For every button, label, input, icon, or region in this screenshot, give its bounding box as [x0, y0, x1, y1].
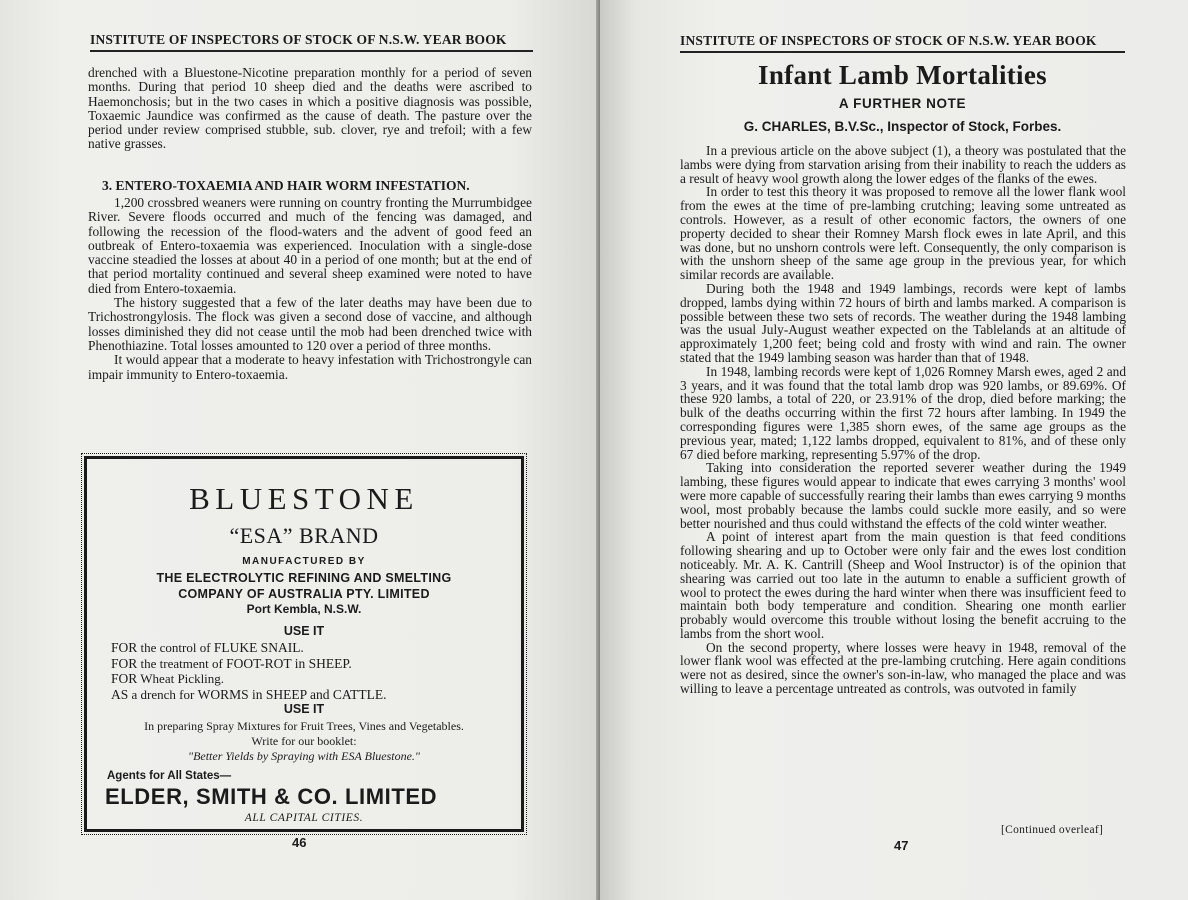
paragraph: 1,200 crossbred weaners were running on country fronting the Murrumbidgee River. Severe floods occurred and much of the fencing was damaged, and following the recession of the flood-waters and the advent of good feed an outbreak of Entero-toxaemia was experienced. Inoculation with a single-dose vaccine steadied the losses at about 40 in a period of one month; but at the end of that period mortality continued and several sheep examined were noted to have died from Entero-toxaemia. [88, 195, 532, 296]
paragraph: It would appear that a moderate to heavy infestation with Trichostrongyle can impair immunity to Entero-toxaemia. [88, 352, 532, 382]
ad-company-line-1: THE ELECTROLYTIC REFINING AND SMELTING [156, 571, 452, 585]
ad-use-it-heading: USE IT [283, 624, 325, 638]
ad-location: Port Kembla, N.S.W. [246, 602, 362, 616]
paragraph: Taking into consideration the reported severer weather during the 1949 lambing, these figures would appear to indicate that ewes carrying 3 months' wool were more capable of successfully rearing their lambs than ewes carrying 9 months wool, most probably because the lambs could suckle more easily, and so were better nourished and thus could withstand the effects of the cold winter weather. [680, 460, 1126, 531]
paragraph: In 1948, lambing records were kept of 1,026 Romney Marsh ewes, aged 2 and 3 years, and it was found that the total lamb drop was 920 lambs, or 89.69%. Of these 920 lambs, a total of 220, or 23.91% of the drop, died before marking; the bulk of the deaths occurring within the first 72 hours after lambing. In 1949 the corresponding figures were 1,385 shorn ewes, of the same age groups as the previous year, mated; 1,122 lambs dropped, equivalent to 81%, and of these only 67 died before marking, representing 5.97% of the drop. [680, 363, 1126, 462]
right-page [600, 0, 1188, 900]
article-subtitle: A FURTHER NOTE [838, 96, 967, 111]
paragraph: The history suggested that a few of the later deaths may have been due to Trichostrongylosis. The flock was given a second dose of vaccine, and although losses diminished they did not cease until the mob had been drenched twice with Phenothiazine. Total losses amounted to 120 over a period of three months. [88, 295, 532, 353]
paragraph: During both the 1948 and 1949 lambings, records were kept of lambs dropped, lambs dying within 72 hours of birth and lambs marked. A comparison is possible between these two sets of records. The weather during the 1948 lambing was the usual July-August weather expected on the Tablelands at an altitude of approximately 1,200 feet; being cold and frosty with wind and rain. The owner stated that the 1949 lambing season was harder than that of 1948. [680, 280, 1126, 365]
page-number: 46 [292, 835, 307, 850]
ad-agents-label: Agents for All States— [107, 770, 232, 782]
ad-use-item: AS a drench for WORMS in SHEEP and CATTLE. [111, 686, 387, 702]
ad-spray-line: In preparing Spray Mixtures for Fruit Trees, Vines and Vegetables. [144, 719, 464, 733]
ad-company-line-2: COMPANY OF AUSTRALIA PTY. LIMITED [178, 587, 430, 601]
ad-use-item: FOR the treatment of FOOT-ROT in SHEEP. [111, 655, 352, 671]
ad-use-item: FOR Wheat Pickling. [111, 671, 225, 686]
section-body [88, 196, 532, 382]
section-heading: 3. ENTERO-TOXAEMIA AND HAIR WORM INFESTATION. [102, 178, 470, 193]
article-author: G. CHARLES, B.V.Sc., Inspector of Stock, Forbes. [743, 119, 1062, 134]
ad-cities: ALL CAPITAL CITIES. [244, 812, 364, 824]
ad-spray-line: Write for our booklet: [251, 733, 357, 748]
running-head: INSTITUTE OF INSPECTORS OF STOCK OF N.S.W. YEAR BOOK [90, 32, 533, 52]
ad-brand: “ESA” BRAND [229, 523, 379, 548]
article-body [680, 144, 1126, 696]
paragraph: A point of interest apart from the main question is that feed conditions following shearing and up to October were only fair and the ewes lost condition noticeably. Mr. A. K. Cantrill (Sheep and Wool Instructor) is of the opinion that shearing was carried out too late in the autumn to enable a sufficient growth of wool to protect the ewes during the hard winter when there was insufficient feed to maintain both body temperature and condition. Shearing one month earlier probably would overcome this trouble without losing the benefit accruing to the lambs from the short wool. [680, 529, 1126, 641]
ad-use-it-heading: USE IT [283, 702, 325, 716]
ad-use-item: FOR the control of FLUKE SNAIL. [111, 640, 304, 655]
continued-note: [Continued overleaf] [1001, 824, 1104, 836]
ad-slogan: "Better Yields by Spraying with ESA Bluestone." [188, 749, 420, 763]
ad-product-name: BLUESTONE [189, 481, 419, 516]
ad-spray-text [87, 719, 521, 748]
ad-manufactured-by: MANUFACTURED BY [242, 556, 366, 567]
paragraph-text: drenched with a Bluestone-Nicotine preparation monthly for a period of seven months. During that period 10 sheep died and the deaths were ascribed to Haemonchosis; but in the two cases in which a positive diagnosis was possible, Toxaemic Jaundice was confirmed as the cause of death. The pasture over the period under review comprised stubble, sub. clover, rye and trefoil; with a few native grasses. [88, 65, 532, 152]
paragraph: On the second property, where losses were heavy in 1948, removal of the lower flank wool was effected at the pre-lambing crutching. Here again conditions were not as desired, since the owner's son-in-law, who managed the place and was willing to leave a percentage untreated as controls, was outvoted in family [680, 639, 1126, 697]
bluestone-advertisement [84, 456, 524, 832]
paragraph: In order to test this theory it was proposed to remove all the lower flank wool from the ewes at the time of pre-lambing crutching; leaving some untreated as controls. However, as a result of other economic factors, the owners of one property decided to shear their Romney Marsh flock ewes in late April, and this was done, but no unshorn controls were left. Consequently, the only comparison is with the unshorn sheep of the same age group in the previous year, for which similar records are available. [680, 184, 1126, 283]
ad-uses-list [111, 640, 386, 702]
ad-agent-name: ELDER, SMITH & CO. LIMITED [105, 784, 438, 809]
paragraph: In a previous article on the above subject (1), a theory was postulated that the lambs were dying from starvation arising from their inability to reach the udders as a result of heavy wool growth along the lower edges of the flanks of the ewes. [680, 143, 1126, 186]
page-number: 47 [894, 838, 909, 853]
paragraph [88, 66, 532, 152]
article-title: Infant Lamb Mortalities [758, 60, 1047, 90]
running-head: INSTITUTE OF INSPECTORS OF STOCK OF N.S.W. YEAR BOOK [680, 33, 1125, 53]
